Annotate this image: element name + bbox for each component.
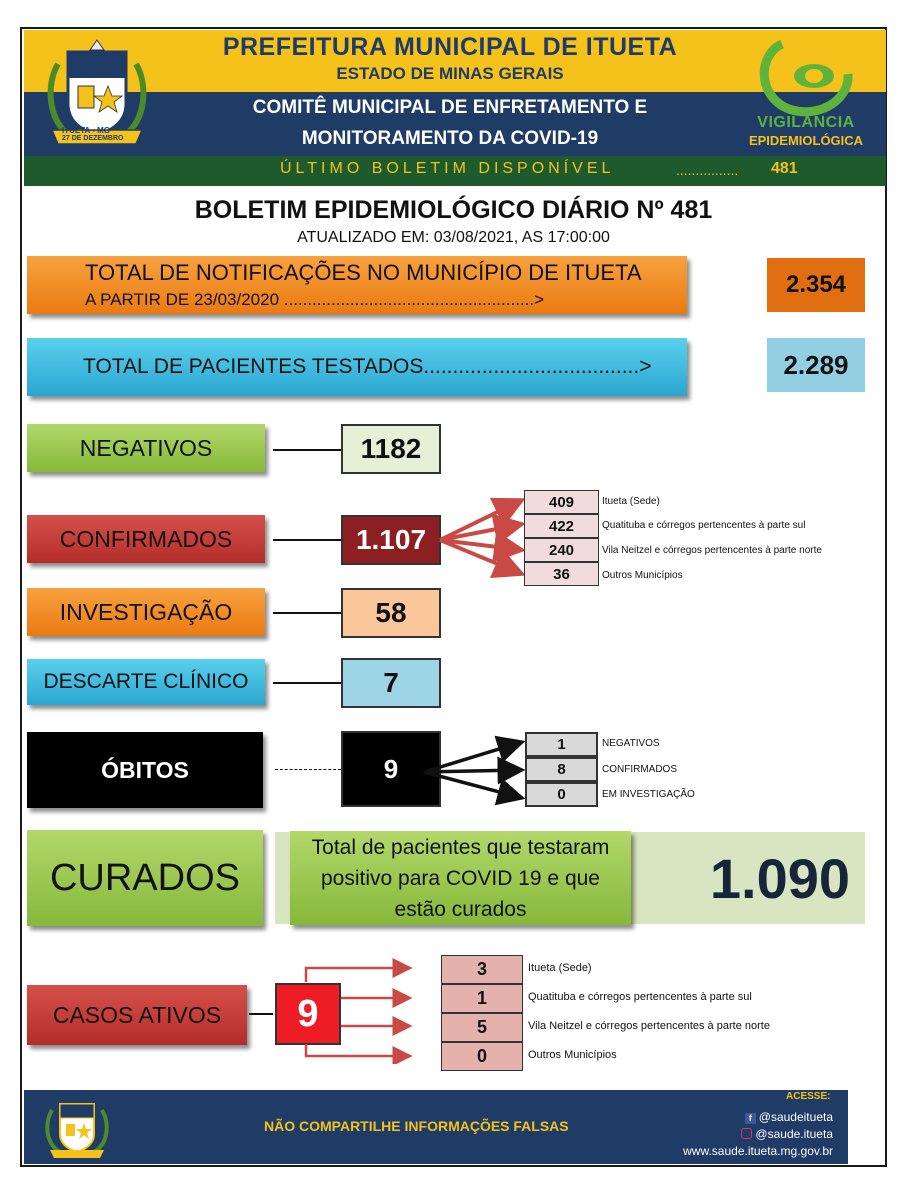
footer-message: NÃO COMPARTILHE INFORMAÇÕES FALSAS [264, 1118, 569, 1134]
confirmed-value: 1.107 [341, 515, 441, 565]
bulletin-title: BOLETIM EPIDEMIOLÓGICO DIÁRIO Nº 481 [194, 196, 713, 224]
confirmed-sul-value: 422 [524, 514, 599, 538]
confirmed-sul-label: Quatituba e córregos pertencentes à parte sul [602, 520, 806, 531]
crest-text-city: ITUETA - MG [62, 126, 110, 135]
vigilancia-text: VIGILÂNCIA [757, 114, 855, 131]
discard-connector [273, 682, 341, 684]
facebook-icon: f [745, 1113, 756, 1124]
deaths-negative-value: 1 [525, 732, 598, 757]
tested-label: TOTAL DE PACIENTES TESTADOS.....................................> [27, 338, 687, 396]
active-sul-label: Quatituba e córregos pertencentes à parte sul [528, 991, 752, 1003]
epidemiologica-text: EPIDEMIOLÓGICA [748, 133, 864, 148]
last-bulletin-label: ÚLTIMO BOLETIM DISPONÍVEL [280, 160, 615, 177]
notifications-label-box [27, 256, 687, 314]
negatives-connector [273, 449, 341, 451]
footer-facebook[interactable] [745, 1110, 833, 1124]
instagram-handle: @saude.itueta [755, 1127, 833, 1141]
confirmed-outros-label: Outros Municípios [602, 570, 683, 581]
confirmed-norte-value: 240 [524, 538, 599, 562]
header-state: ESTADO DE MINAS GERAIS [336, 64, 564, 83]
deaths-confirmed-value: 8 [525, 757, 598, 782]
active-sede-label: Itueta (Sede) [528, 962, 592, 974]
notifications-label-line2: A PARTIR DE 23/03/2020 .....................................................> [85, 290, 545, 309]
negatives-value: 1182 [341, 424, 441, 474]
footer-website[interactable]: www.saude.itueta.mg.gov.br [683, 1144, 833, 1158]
investigation-value: 58 [341, 588, 441, 638]
negatives-label: NEGATIVOS [27, 424, 265, 472]
active-outros-label: Outros Municípios [528, 1049, 617, 1061]
confirmed-connector [273, 539, 341, 541]
vigilancia-logo-icon [752, 32, 862, 122]
deaths-negative-label: NEGATIVOS [602, 738, 660, 749]
deaths-investigation-value: 0 [525, 782, 598, 807]
deaths-confirmed-label: CONFIRMADOS [602, 764, 677, 775]
footer-crest-icon [42, 1094, 112, 1160]
active-arrows-icon [300, 958, 416, 1064]
header-committee-line2: MONITORAMENTO DA COVID-19 [301, 128, 599, 149]
deaths-label: ÓBITOS [27, 732, 263, 808]
cured-description: Total de pacientes que testaram positivo para COVID 19 e que estão curados [290, 831, 631, 925]
notifications-value: 2.354 [767, 258, 865, 312]
investigation-connector [273, 612, 341, 614]
cured-label: CURADOS [27, 830, 263, 926]
facebook-handle: @saudeitueta [758, 1110, 833, 1124]
active-norte-value: 5 [441, 1013, 523, 1042]
last-bulletin-number: 481 [771, 160, 798, 177]
active-label: CASOS ATIVOS [27, 985, 247, 1045]
instagram-icon [741, 1128, 752, 1139]
active-sul-value: 1 [441, 984, 523, 1013]
notifications-label-line1: TOTAL DE NOTIFICAÇÕES NO MUNICÍPIO DE ITUETA [85, 260, 642, 285]
active-norte-label: Vila Neitzel e córregos pertencentes à parte norte [528, 1020, 770, 1032]
cured-value: 1.090 [709, 847, 850, 910]
tested-value: 2.289 [767, 338, 865, 392]
crest-text-date: 27 DE DEZEMBRO [62, 135, 124, 142]
confirmed-norte-label: Vila Neitzel e córregos pertencentes à parte norte [602, 545, 822, 556]
investigation-label: INVESTIGAÇÃO [27, 588, 265, 636]
active-connector [249, 1013, 273, 1015]
confirmed-arrows-icon [436, 490, 528, 588]
last-bulletin-dots: ................ [676, 162, 739, 178]
discard-value: 7 [341, 658, 441, 708]
confirmed-outros-value: 36 [524, 562, 599, 586]
discard-label: DESCARTE CLÍNICO [27, 659, 265, 705]
confirmed-sede-label: Itueta (Sede) [602, 496, 660, 507]
footer-instagram[interactable] [741, 1127, 833, 1141]
footer-access-label: ACESSE: [786, 1091, 831, 1102]
active-sede-value: 3 [441, 955, 523, 984]
active-outros-value: 0 [441, 1042, 523, 1071]
deaths-arrows-icon [420, 734, 528, 808]
header-committee-line1: COMITÊ MUNICIPAL DE ENFRETAMENTO E [252, 97, 648, 118]
deaths-value: 9 [341, 731, 441, 807]
deaths-connector [275, 769, 341, 770]
header-municipality: PREFEITURA MUNICIPAL DE ITUETA [222, 33, 678, 61]
confirmed-label: CONFIRMADOS [27, 515, 265, 563]
active-value: 9 [275, 983, 341, 1045]
bulletin-updated: ATUALIZADO EM: 03/08/2021, AS 17:00:00 [297, 229, 610, 246]
deaths-investigation-label: EM INVESTIGAÇÃO [602, 789, 695, 800]
confirmed-sede-value: 409 [524, 490, 599, 514]
